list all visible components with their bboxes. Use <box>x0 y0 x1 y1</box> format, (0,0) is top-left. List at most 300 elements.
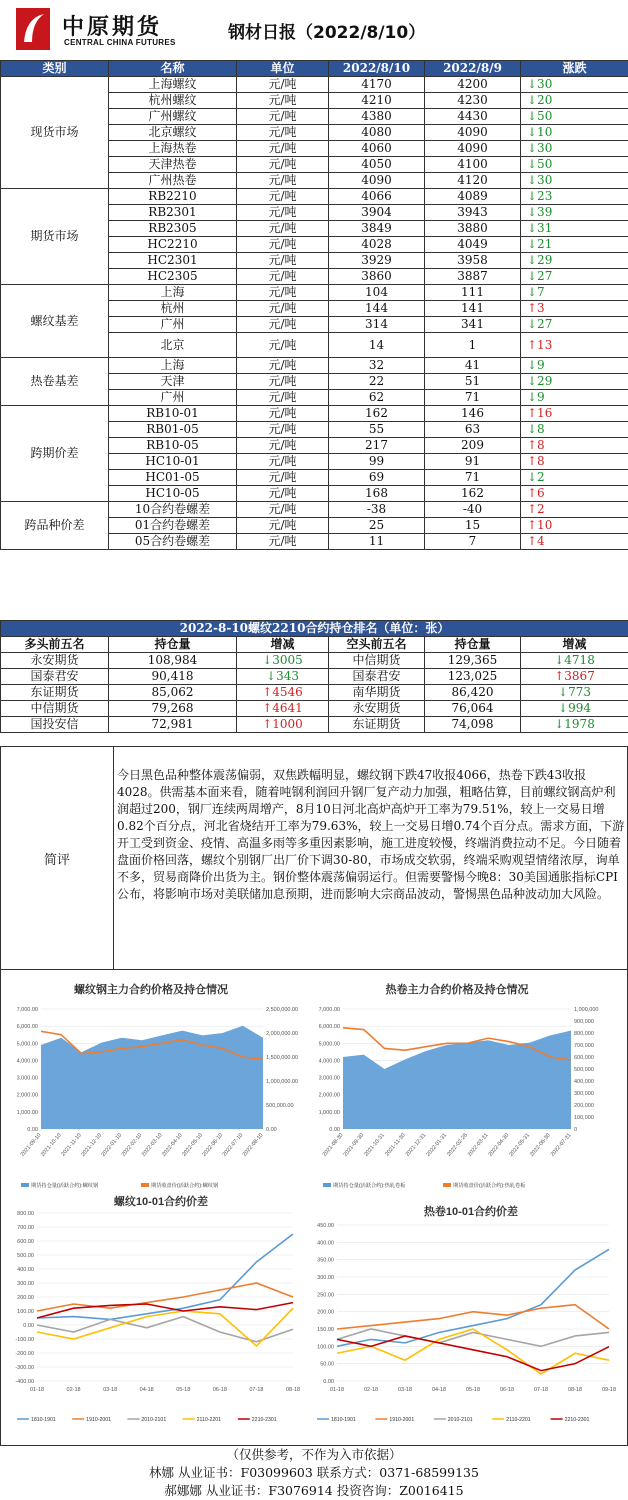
legend-label: 期货收盘价(活跃合约):螺纹钢 <box>151 1181 218 1189</box>
legend-label: 1810-1901 <box>331 1417 356 1423</box>
change-cell: ↓50 <box>521 109 628 125</box>
comment-section <box>0 746 628 970</box>
y2-tick-label: 800,000 <box>574 1031 594 1037</box>
unit-cell: 元/吨 <box>237 486 329 502</box>
prev-cell: 4430 <box>425 109 521 125</box>
prev-cell: 4090 <box>425 141 521 157</box>
unit-cell: 元/吨 <box>237 141 329 157</box>
y-tick-label: 400.00 <box>317 1240 334 1246</box>
col-header: 增减 <box>521 637 628 653</box>
unit-cell: 元/吨 <box>237 285 329 301</box>
prev-cell: 111 <box>425 285 521 301</box>
prev-cell: 162 <box>425 486 521 502</box>
x-tick-label: 2022-08-10 <box>242 1132 265 1157</box>
y-tick-label: -100.00 <box>15 1337 34 1343</box>
y-tick-label: 0.00 <box>27 1127 38 1133</box>
name-cell: 01合约卷螺差 <box>109 518 237 534</box>
change-cell: ↓9 <box>521 358 628 374</box>
x-tick-label: 04-18 <box>140 1387 154 1393</box>
y-tick-label: 7,000.00 <box>319 1007 340 1013</box>
unit-cell: 元/吨 <box>237 93 329 109</box>
prev-cell: 4120 <box>425 173 521 189</box>
x-tick-label: 2021-12-10 <box>80 1132 103 1157</box>
unit-cell: 元/吨 <box>237 109 329 125</box>
legend-swatch <box>323 1183 331 1187</box>
name-cell: RB2301 <box>109 205 237 221</box>
position-row <box>1 653 628 669</box>
x-tick-label: 03-18 <box>398 1387 412 1393</box>
y2-tick-label: 500,000.00 <box>266 1103 294 1109</box>
x-tick-label: 2022-02-28 <box>446 1132 469 1157</box>
y-tick-label: 600.00 <box>17 1239 34 1245</box>
y-tick-label: 4,000.00 <box>17 1058 38 1064</box>
x-tick-label: 2022-06-30 <box>529 1132 552 1157</box>
prev-cell: 71 <box>425 470 521 486</box>
prev-cell: 71 <box>425 390 521 406</box>
contact-line: 林娜 从业证书：F03099603 联系方式：0371-68599135 <box>0 1464 628 1482</box>
prev-cell: 51 <box>425 374 521 390</box>
short-change-cell: ↓1978 <box>521 717 628 733</box>
y-tick-label: 800.00 <box>17 1211 34 1217</box>
change-cell: ↓29 <box>521 374 628 390</box>
change-cell: ↓29 <box>521 253 628 269</box>
change-cell: ↑10 <box>521 518 628 534</box>
long-broker-cell: 中信期货 <box>1 701 109 717</box>
y-tick-label: 6,000.00 <box>319 1024 340 1030</box>
position-row <box>1 701 628 717</box>
change-cell: ↓27 <box>521 317 628 333</box>
comment-text: 今日黑色品种整体震荡偏弱，双焦跌幅明显，螺纹钢下跌47收报4066，热卷下跌43收报4028。供需基本面来看，随着吨钢利润回升钢厂复产动力加强，粗略估算，目前螺纹钢高炉利润超过200，钢厂连续两周增产，8月10日河北高炉高炉开工率为79.51%，较上一交易日增0.82个百分点，河北省烧结开工率为79.63%，较上一交易日增0.74个百分点。需求方面，下游开工受到资金、疫情、高温多雨等多重因素影响，施工进度较慢，终端消费拉动不足。今日随着盘面价格回落，螺纹个别钢厂出厂价下调30-80，市场成交软弱，终端采购观望情绪浓厚，询单不多，贸易商降价出货为主。钢价整体震荡偏弱运行。但需要警惕今晚8：30美国通胀指标CPI公布，将影响市场对美联储加息预期，进而影响大宗商品波动，警惕黑色品种波动加大风险。 <box>117 767 625 903</box>
price-table <box>0 60 628 550</box>
disclaimer: （仅供参考，不作为入市依据） <box>0 1446 628 1464</box>
charts-section <box>0 969 628 1446</box>
today-cell: 14 <box>329 333 425 358</box>
x-tick-label: 2021-08-30 <box>322 1132 345 1157</box>
y2-tick-label: 500,000 <box>574 1067 594 1073</box>
legend-label: 2110-2201 <box>197 1417 222 1423</box>
y-tick-label: 200.00 <box>317 1310 334 1316</box>
prev-cell: 4230 <box>425 93 521 109</box>
contact-line-2: 郝娜娜 从业证书：F3076914 投资咨询：Z0016415 <box>0 1482 628 1500</box>
legend-label: 1910-2001 <box>86 1417 111 1423</box>
name-cell: RB2210 <box>109 189 237 205</box>
y-tick-label: 450.00 <box>317 1223 334 1229</box>
prev-cell: 4100 <box>425 157 521 173</box>
y-tick-label: 5,000.00 <box>319 1041 340 1047</box>
legend-label: 2010-2101 <box>141 1417 166 1423</box>
charts-canvas <box>1 969 627 1445</box>
y2-tick-label: 1,000,000 <box>574 1007 598 1013</box>
today-cell: 4080 <box>329 125 425 141</box>
short-position-cell: 129,365 <box>425 653 521 669</box>
unit-cell: 元/吨 <box>237 125 329 141</box>
short-position-cell: 76,064 <box>425 701 521 717</box>
name-cell: 10合约卷螺差 <box>109 502 237 518</box>
table-row <box>1 502 628 518</box>
y-tick-label: 6,000.00 <box>17 1024 38 1030</box>
change-cell: ↑16 <box>521 406 628 422</box>
y2-tick-label: 0 <box>574 1127 577 1133</box>
today-cell: 69 <box>329 470 425 486</box>
today-cell: 32 <box>329 358 425 374</box>
change-cell: ↓27 <box>521 269 628 285</box>
y-tick-label: 3,000.00 <box>17 1076 38 1082</box>
today-cell: 4028 <box>329 237 425 253</box>
prev-cell: 63 <box>425 422 521 438</box>
change-cell: ↓8 <box>521 422 628 438</box>
unit-cell: 元/吨 <box>237 374 329 390</box>
legend-label: 期货收盘价(活跃合约):热轧卷板 <box>453 1181 526 1189</box>
comment-label: 简评 <box>1 747 114 969</box>
change-cell: ↓9 <box>521 390 628 406</box>
x-tick-label: 02-18 <box>67 1387 81 1393</box>
name-cell: RB2305 <box>109 221 237 237</box>
long-change-cell: ↓3005 <box>237 653 329 669</box>
legend-label: 2110-2201 <box>506 1417 531 1423</box>
chart-title: 热卷主力合约价格及持仓情况 <box>386 982 529 996</box>
area-series <box>343 1031 571 1129</box>
today-cell: 162 <box>329 406 425 422</box>
today-cell: 104 <box>329 285 425 301</box>
x-tick-label: 2022-04-10 <box>161 1132 184 1157</box>
chart-title: 热卷10-01合约价差 <box>424 1204 518 1218</box>
change-cell: ↓7 <box>521 285 628 301</box>
legend-label: 1810-1901 <box>31 1417 56 1423</box>
today-cell: 3904 <box>329 205 425 221</box>
name-cell: 杭州螺纹 <box>109 93 237 109</box>
short-broker-cell: 南华期货 <box>329 685 425 701</box>
today-cell: 144 <box>329 301 425 317</box>
y-tick-label: 1,000.00 <box>17 1110 38 1116</box>
y-tick-label: 100.00 <box>317 1344 334 1350</box>
long-change-cell: ↓343 <box>237 669 329 685</box>
prev-cell: 4049 <box>425 237 521 253</box>
long-change-cell: ↑4546 <box>237 685 329 701</box>
today-cell: 3929 <box>329 253 425 269</box>
col-header: 2022/8/10 <box>329 61 425 77</box>
unit-cell: 元/吨 <box>237 406 329 422</box>
unit-cell: 元/吨 <box>237 422 329 438</box>
name-cell: 上海 <box>109 358 237 374</box>
company-logo-icon <box>16 8 50 50</box>
name-cell: 北京螺纹 <box>109 125 237 141</box>
x-tick-label: 07-18 <box>249 1387 263 1393</box>
prev-cell: 91 <box>425 454 521 470</box>
prev-cell: 341 <box>425 317 521 333</box>
long-broker-cell: 东证期货 <box>1 685 109 701</box>
line-series <box>37 1234 293 1319</box>
y-tick-label: 50.00 <box>320 1362 334 1368</box>
x-tick-label: 02-18 <box>364 1387 378 1393</box>
prev-cell: 146 <box>425 406 521 422</box>
unit-cell: 元/吨 <box>237 269 329 285</box>
y-tick-label: 200.00 <box>17 1295 34 1301</box>
x-tick-label: 2022-04-30 <box>488 1132 511 1157</box>
today-cell: 11 <box>329 534 425 550</box>
y-tick-label: 350.00 <box>317 1258 334 1264</box>
today-cell: 3849 <box>329 221 425 237</box>
position-table-header <box>1 637 628 653</box>
y-tick-label: 0.00 <box>323 1379 334 1385</box>
y-tick-label: 100.00 <box>17 1309 34 1315</box>
name-cell: 广州 <box>109 317 237 333</box>
y-tick-label: 1,000.00 <box>319 1110 340 1116</box>
long-change-cell: ↑4641 <box>237 701 329 717</box>
y-tick-label: 400.00 <box>17 1267 34 1273</box>
unit-cell: 元/吨 <box>237 301 329 317</box>
y2-tick-label: 600,000 <box>574 1055 594 1061</box>
report-title: 钢材日报（2022/8/10） <box>228 18 425 43</box>
long-position-cell: 90,418 <box>109 669 237 685</box>
col-header: 涨跌 <box>521 61 628 77</box>
x-tick-label: 2022-06-10 <box>201 1132 224 1157</box>
today-cell: 25 <box>329 518 425 534</box>
unit-cell: 元/吨 <box>237 454 329 470</box>
name-cell: RB10-01 <box>109 406 237 422</box>
today-cell: 314 <box>329 317 425 333</box>
position-row <box>1 717 628 733</box>
prev-cell: 3958 <box>425 253 521 269</box>
today-cell: 62 <box>329 390 425 406</box>
name-cell: 广州螺纹 <box>109 109 237 125</box>
unit-cell: 元/吨 <box>237 173 329 189</box>
x-tick-label: 03-18 <box>103 1387 117 1393</box>
y-tick-label: 0.00 <box>23 1323 34 1329</box>
prev-cell: 3887 <box>425 269 521 285</box>
name-cell: 上海螺纹 <box>109 77 237 93</box>
col-header: 类别 <box>1 61 109 77</box>
today-cell: 4210 <box>329 93 425 109</box>
x-tick-label: 2022-03-10 <box>141 1132 164 1157</box>
company-name-en: CENTRAL CHINA FUTURES <box>64 38 176 47</box>
x-tick-label: 2021-10-10 <box>40 1132 63 1157</box>
unit-cell: 元/吨 <box>237 221 329 237</box>
price-table-header <box>1 61 628 77</box>
prev-cell: 4200 <box>425 77 521 93</box>
y2-tick-label: 200,000 <box>574 1103 594 1109</box>
long-broker-cell: 永安期货 <box>1 653 109 669</box>
y2-tick-label: 1,000,000.00 <box>266 1079 298 1085</box>
unit-cell: 元/吨 <box>237 253 329 269</box>
line-series <box>337 1336 609 1371</box>
x-tick-label: 2022-01-10 <box>101 1132 124 1157</box>
unit-cell: 元/吨 <box>237 534 329 550</box>
name-cell: HC2301 <box>109 253 237 269</box>
name-cell: 05合约卷螺差 <box>109 534 237 550</box>
legend-swatch <box>21 1183 29 1187</box>
table-row <box>1 406 628 422</box>
x-tick-label: 2021-12-31 <box>405 1132 428 1157</box>
legend-label: 期货持仓量(活跃合约):螺纹钢 <box>31 1181 98 1189</box>
y-tick-label: 0.00 <box>329 1127 340 1133</box>
short-change-cell: ↑3867 <box>521 669 628 685</box>
prev-cell: 209 <box>425 438 521 454</box>
name-cell: 天津 <box>109 374 237 390</box>
y-tick-label: 2,000.00 <box>17 1093 38 1099</box>
legend-label: 期货持仓量(活跃合约):热轧卷板 <box>333 1181 406 1189</box>
short-position-cell: 123,025 <box>425 669 521 685</box>
x-tick-label: 04-18 <box>432 1387 446 1393</box>
change-cell: ↑13 <box>521 333 628 358</box>
x-tick-label: 05-18 <box>176 1387 190 1393</box>
col-header: 持仓量 <box>425 637 521 653</box>
long-position-cell: 79,268 <box>109 701 237 717</box>
change-cell: ↑2 <box>521 502 628 518</box>
x-tick-label: 06-18 <box>213 1387 227 1393</box>
y2-tick-label: 2,000,000.00 <box>266 1031 298 1037</box>
unit-cell: 元/吨 <box>237 237 329 253</box>
long-position-cell: 85,062 <box>109 685 237 701</box>
category-cell: 现货市场 <box>1 77 109 189</box>
y-tick-label: 500.00 <box>17 1253 34 1259</box>
change-cell: ↓21 <box>521 237 628 253</box>
area-series <box>41 1026 263 1129</box>
x-tick-label: 08-18 <box>568 1387 582 1393</box>
chart-title: 螺纹10-01合约价差 <box>114 1194 208 1208</box>
company-name: 中原期货 <box>62 10 162 41</box>
today-cell: 4050 <box>329 157 425 173</box>
x-tick-label: 2022-02-10 <box>121 1132 144 1157</box>
category-cell: 跨期价差 <box>1 406 109 502</box>
long-broker-cell: 国泰君安 <box>1 669 109 685</box>
y-tick-label: -200.00 <box>15 1351 34 1357</box>
y-tick-label: 3,000.00 <box>319 1076 340 1082</box>
long-change-cell: ↑1000 <box>237 717 329 733</box>
change-cell: ↓30 <box>521 173 628 189</box>
x-tick-label: 07-18 <box>534 1387 548 1393</box>
y-tick-label: 700.00 <box>17 1225 34 1231</box>
line-series <box>337 1329 609 1374</box>
name-cell: HC2210 <box>109 237 237 253</box>
unit-cell: 元/吨 <box>237 358 329 374</box>
col-header: 空头前五名 <box>329 637 425 653</box>
table-row <box>1 189 628 205</box>
col-header: 持仓量 <box>109 637 237 653</box>
prev-cell: 41 <box>425 358 521 374</box>
y2-tick-label: 700,000 <box>574 1043 594 1049</box>
change-cell: ↓50 <box>521 157 628 173</box>
col-header: 2022/8/9 <box>425 61 521 77</box>
position-table <box>0 620 628 733</box>
chart-title: 螺纹钢主力合约价格及持仓情况 <box>74 982 228 996</box>
unit-cell: 元/吨 <box>237 157 329 173</box>
y-tick-label: 2,000.00 <box>319 1093 340 1099</box>
y-tick-label: 150.00 <box>317 1327 334 1333</box>
y-tick-label: 300.00 <box>17 1281 34 1287</box>
long-position-cell: 108,984 <box>109 653 237 669</box>
table-row <box>1 77 628 93</box>
long-broker-cell: 国投安信 <box>1 717 109 733</box>
change-cell: ↑6 <box>521 486 628 502</box>
category-cell: 热卷基差 <box>1 358 109 406</box>
prev-cell: 3943 <box>425 205 521 221</box>
prev-cell: 7 <box>425 534 521 550</box>
change-cell: ↓2 <box>521 470 628 486</box>
x-tick-label: 2021-11-10 <box>60 1132 82 1157</box>
position-row <box>1 669 628 685</box>
name-cell: 天津热卷 <box>109 157 237 173</box>
name-cell: HC10-01 <box>109 454 237 470</box>
name-cell: 广州热卷 <box>109 173 237 189</box>
y-tick-label: -400.00 <box>15 1379 34 1385</box>
short-broker-cell: 中信期货 <box>329 653 425 669</box>
change-cell: ↑4 <box>521 534 628 550</box>
table-row <box>1 285 628 301</box>
x-tick-label: 2021-09-30 <box>343 1132 366 1157</box>
today-cell: 55 <box>329 422 425 438</box>
y-tick-label: 5,000.00 <box>17 1041 38 1047</box>
change-cell: ↓30 <box>521 141 628 157</box>
x-tick-label: 06-18 <box>500 1387 514 1393</box>
x-tick-label: 05-18 <box>466 1387 480 1393</box>
unit-cell: 元/吨 <box>237 502 329 518</box>
legend-label: 1910-2001 <box>389 1417 414 1423</box>
unit-cell: 元/吨 <box>237 189 329 205</box>
change-cell: ↑8 <box>521 438 628 454</box>
short-change-cell: ↓4718 <box>521 653 628 669</box>
short-broker-cell: 永安期货 <box>329 701 425 717</box>
change-cell: ↓31 <box>521 221 628 237</box>
prev-cell: 15 <box>425 518 521 534</box>
today-cell: 4066 <box>329 189 425 205</box>
short-broker-cell: 国泰君安 <box>329 669 425 685</box>
name-cell: 上海热卷 <box>109 141 237 157</box>
name-cell: 广州 <box>109 390 237 406</box>
legend-swatch <box>141 1183 149 1187</box>
x-tick-label: 2022-05-10 <box>181 1132 204 1157</box>
today-cell: 4380 <box>329 109 425 125</box>
change-cell: ↓20 <box>521 93 628 109</box>
today-cell: 217 <box>329 438 425 454</box>
x-tick-label: 2022-03-31 <box>467 1132 490 1157</box>
category-cell: 期货市场 <box>1 189 109 285</box>
legend-label: 2210-2301 <box>565 1417 590 1423</box>
change-cell: ↓30 <box>521 77 628 93</box>
name-cell: HC2305 <box>109 269 237 285</box>
col-header: 增减 <box>237 637 329 653</box>
y2-tick-label: 300,000 <box>574 1091 594 1097</box>
unit-cell: 元/吨 <box>237 317 329 333</box>
x-tick-label: 2022-01-31 <box>425 1132 448 1157</box>
x-tick-label: 2021-09-10 <box>20 1132 43 1157</box>
name-cell: 杭州 <box>109 301 237 317</box>
table-row <box>1 358 628 374</box>
x-tick-label: 2021-11-30 <box>384 1132 406 1157</box>
y-tick-label: 4,000.00 <box>319 1058 340 1064</box>
change-cell: ↑8 <box>521 454 628 470</box>
x-tick-label: 01-18 <box>330 1387 344 1393</box>
name-cell: 北京 <box>109 333 237 358</box>
x-tick-label: 09-18 <box>602 1387 616 1393</box>
short-change-cell: ↓773 <box>521 685 628 701</box>
today-cell: 99 <box>329 454 425 470</box>
name-cell: HC10-05 <box>109 486 237 502</box>
y-tick-label: 7,000.00 <box>17 1007 38 1013</box>
today-cell: 4090 <box>329 173 425 189</box>
legend-swatch <box>443 1183 451 1187</box>
col-header: 多头前五名 <box>1 637 109 653</box>
y-tick-label: -300.00 <box>15 1365 34 1371</box>
short-broker-cell: 东证期货 <box>329 717 425 733</box>
x-tick-label: 08-18 <box>286 1387 300 1393</box>
today-cell: 4170 <box>329 77 425 93</box>
x-tick-label: 01-18 <box>30 1387 44 1393</box>
unit-cell: 元/吨 <box>237 390 329 406</box>
legend-label: 2210-2301 <box>252 1417 277 1423</box>
name-cell: RB01-05 <box>109 422 237 438</box>
col-header: 单位 <box>237 61 329 77</box>
x-tick-label: 2022-07-31 <box>550 1132 573 1157</box>
